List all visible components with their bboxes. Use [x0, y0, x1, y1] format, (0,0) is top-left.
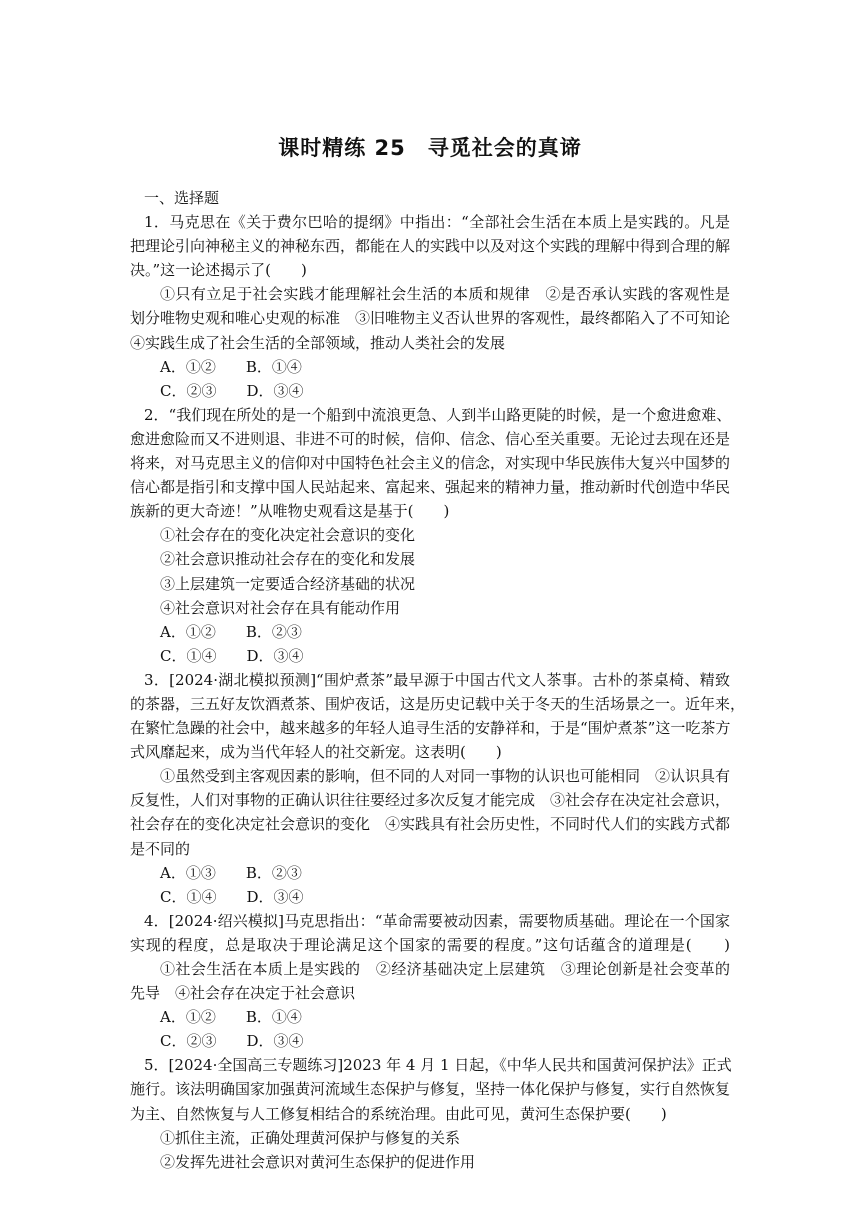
text-line: 族新的更大奇迹！”从唯物史观看这是基于( ) [130, 502, 450, 521]
text-line: ①抓住主流，正确处理黄河保护与修复的关系 [160, 1128, 461, 1147]
text-line: 决。”这一论述揭示了( ) [130, 261, 307, 280]
text-line: ①社会存在的变化决定社会意识的变化 [160, 526, 416, 545]
text-line: 社会存在的变化决定社会意识的变化 ④实践具有社会历史性，不同时代人们的实践方式都 [130, 815, 731, 834]
text-line: A．①② B．①④ [160, 1008, 302, 1027]
text-line: 愈进愈险而又不进则退、非进不可的时候，信仰、信念、信心至关重要。无论过去现在还是 [130, 429, 731, 448]
text-line: 为主、自然恢复与人工修复相结合的系统治理。由此可见，黄河生态保护要( ) [130, 1104, 667, 1123]
text-line: ①社会生活在本质上是实践的 ②经济基础决定上层建筑 ③理论创新是社会变革的 [160, 960, 730, 978]
text-line: A．①③ B．②③ [160, 863, 302, 882]
text-line: A．①② B．②③ [160, 622, 302, 641]
text-line: 信心都是指引和支撑中国人民站起来、富起来、强起来的精神力量，推动新时代创造中华民 [130, 478, 731, 497]
text-line: 将来，对马克思主义的信仰对中国特色社会主义的信念，对实现中华民族伟大复兴中国梦的 [130, 454, 731, 473]
text-line: C．②③ D．③④ [160, 1032, 304, 1051]
text-line: 的茶器，三五好友饮酒煮茶、围炉夜话，这是历史记载中关于冬天的生活场景之一。近年来， [130, 694, 746, 713]
text-line: C．①④ D．③④ [160, 646, 304, 665]
question-content [130, 186, 746, 1174]
text-line: 施行。该法明确国家加强黄河流域生态保护与修复，坚持一体化保护与修复，实行自然恢复 [130, 1080, 731, 1099]
text-line: 在繁忙急躁的社会中，越来越多的年轻人追寻生活的安静祥和，于是“围炉煮茶”这一吃茶方 [130, 719, 731, 738]
text-line: 一、选择题 [144, 189, 220, 207]
text-line: ①虽然受到主客观因素的影响，但不同的人对同一事物的认识也可能相同 ②认识具有 [160, 767, 731, 786]
text-line: 3．[2024·湖北模拟预测]“围炉煮茶”最早源于中国古代文人茶事。古朴的茶桌椅、精致 [144, 670, 730, 689]
text-line: ③上层建筑一定要适合经济基础的状况 [160, 574, 416, 593]
text-line: ②社会意识推动社会存在的变化和发展 [160, 550, 416, 569]
text-line: 2．“我们现在所处的是一个船到中流浪更急、人到半山路更陡的时候，是一个愈进愈难、 [144, 405, 732, 424]
text-line: ④实践生成了社会生活的全部领域，推动人类社会的发展 [130, 333, 506, 352]
text-line: 把理论引向神秘主义的神秘东西，都能在人的实践中以及对这个实践的理解中得到合理的解 [130, 237, 731, 256]
text-line: 1．马克思在《关于费尔巴哈的提纲》中指出：“全部社会生活在本质上是实践的。凡是 [144, 213, 730, 232]
text-line: C．①④ D．③④ [160, 887, 304, 906]
text-line: C．②③ D．③④ [160, 381, 304, 400]
text-line: 4．[2024·绍兴模拟]马克思指出：“革命需要被动因素，需要物质基础。理论在一个国家 [144, 911, 730, 930]
text-line: 是不同的 [130, 839, 191, 858]
page-title: 课时精练 25 寻觅社会的真谛 [278, 136, 582, 160]
text-line: A．①② B．①④ [160, 357, 302, 376]
text-line: 反复性，人们对事物的正确认识往往要经过多次反复才能完成 ③社会存在决定社会意识， [130, 791, 731, 810]
text-line: ①只有立足于社会实践才能理解社会生活的本质和规律 ②是否承认实践的客观性是 [160, 285, 730, 304]
text-line: ④社会意识对社会存在具有能动作用 [160, 598, 401, 617]
text-line: 5．[2024·全国高三专题练习]2023 年 4 月 1 日起，《中华人民共和国黄河保护法》正式 [144, 1056, 732, 1075]
text-line: 实现的程度，总是取决于理论满足这个国家的需要的程度。”这句话蕴含的道理是( ) [130, 935, 730, 954]
text-line: ②发挥先进社会意识对黄河生态保护的促进作用 [160, 1152, 476, 1171]
text-line: 划分唯物史观和唯心史观的标准 ③旧唯物主义否认世界的客观性，最终都陷入了不可知论 [130, 309, 731, 328]
text-line: 式风靡起来，成为当代年轻人的社交新宠。这表明( ) [130, 743, 502, 762]
text-line: 先导 ④社会存在决定于社会意识 [130, 984, 356, 1003]
